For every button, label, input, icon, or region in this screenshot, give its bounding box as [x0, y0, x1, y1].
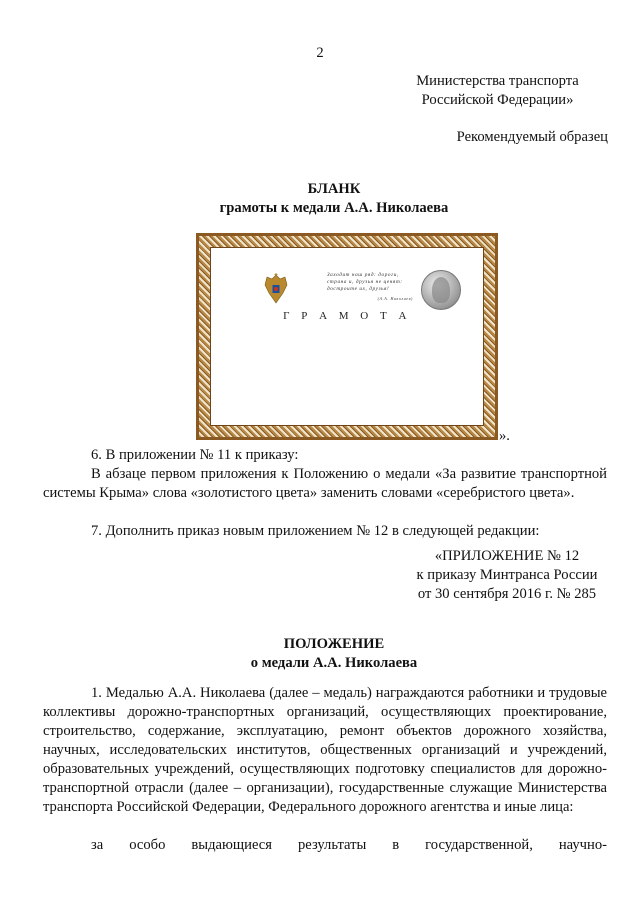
certificate-quote	[327, 272, 413, 302]
blank-title-line-1: БЛАНК	[307, 181, 361, 197]
appendix-block	[412, 547, 602, 604]
regulation-title-block	[0, 635, 640, 673]
quote-signature: (А.А. Николаев)	[377, 296, 413, 301]
blank-title	[0, 180, 640, 218]
item-6-heading: 6. В приложении № 11 к приказу:	[91, 447, 299, 463]
quote-text: Заходит наш ряд: дороги, страна и, друзья не ценят: достроите их, друзья!	[327, 272, 403, 292]
regulation-subtitle: о медали А.А. Николаева	[250, 655, 418, 671]
appendix-line-2: к приказу Минтранса России	[416, 567, 598, 583]
certificate-inner	[210, 247, 484, 426]
regulation-paragraph-1: 1. Медалью А.А. Николаева (далее – медаль) награждаются работники и трудовые коллективы дорожно-транспортных организаций, осуществляющих проектирование, строительство, содержание, эксплуатацию, ремонт объектов дорожного хозяйства, научных, исследовательских институтов, общественных организаций и учреждений, образовательных учреждений, осуществляющих подготовку специалистов для дорожно-транспортной отрасли (далее – организации), государственные служащие Министерства транспорта Российской Федерации, Федерального дорожного агентства и иные лица:	[43, 685, 607, 815]
page-number: 2	[316, 45, 324, 61]
certificate-closing-mark: ».	[499, 428, 510, 444]
header-line-2: Российской Федерации»	[421, 92, 574, 108]
header-block	[395, 72, 600, 110]
regulation-title: ПОЛОЖЕНИЕ	[283, 636, 385, 652]
certificate-image	[196, 233, 498, 440]
regulation-paragraph-2: за особо выдающиеся результаты в государственной, научно-	[91, 837, 607, 853]
item-6-text: В абзаце первом приложения к Положению о медали «За развитие транспортной системы Крыма» слова «золотистого цвета» заменить словами «серебристого цвета».	[43, 466, 607, 501]
appendix-line-1: «ПРИЛОЖЕНИЕ № 12	[434, 548, 580, 564]
item-7-text: 7. Дополнить приказ новым приложением № 12 в следующей редакции:	[91, 523, 540, 539]
certificate-heading: Г Р А М О Т А	[283, 310, 411, 322]
appendix-line-3: от 30 сентября 2016 г. № 285	[417, 586, 597, 602]
medal-portrait-image	[421, 270, 461, 310]
sample-label: Рекомендуемый образец	[456, 129, 608, 145]
header-line-1: Министерства транспорта	[416, 73, 579, 89]
blank-title-line-2: грамоты к медали А.А. Николаева	[219, 200, 449, 216]
coat-of-arms-icon	[263, 273, 289, 305]
